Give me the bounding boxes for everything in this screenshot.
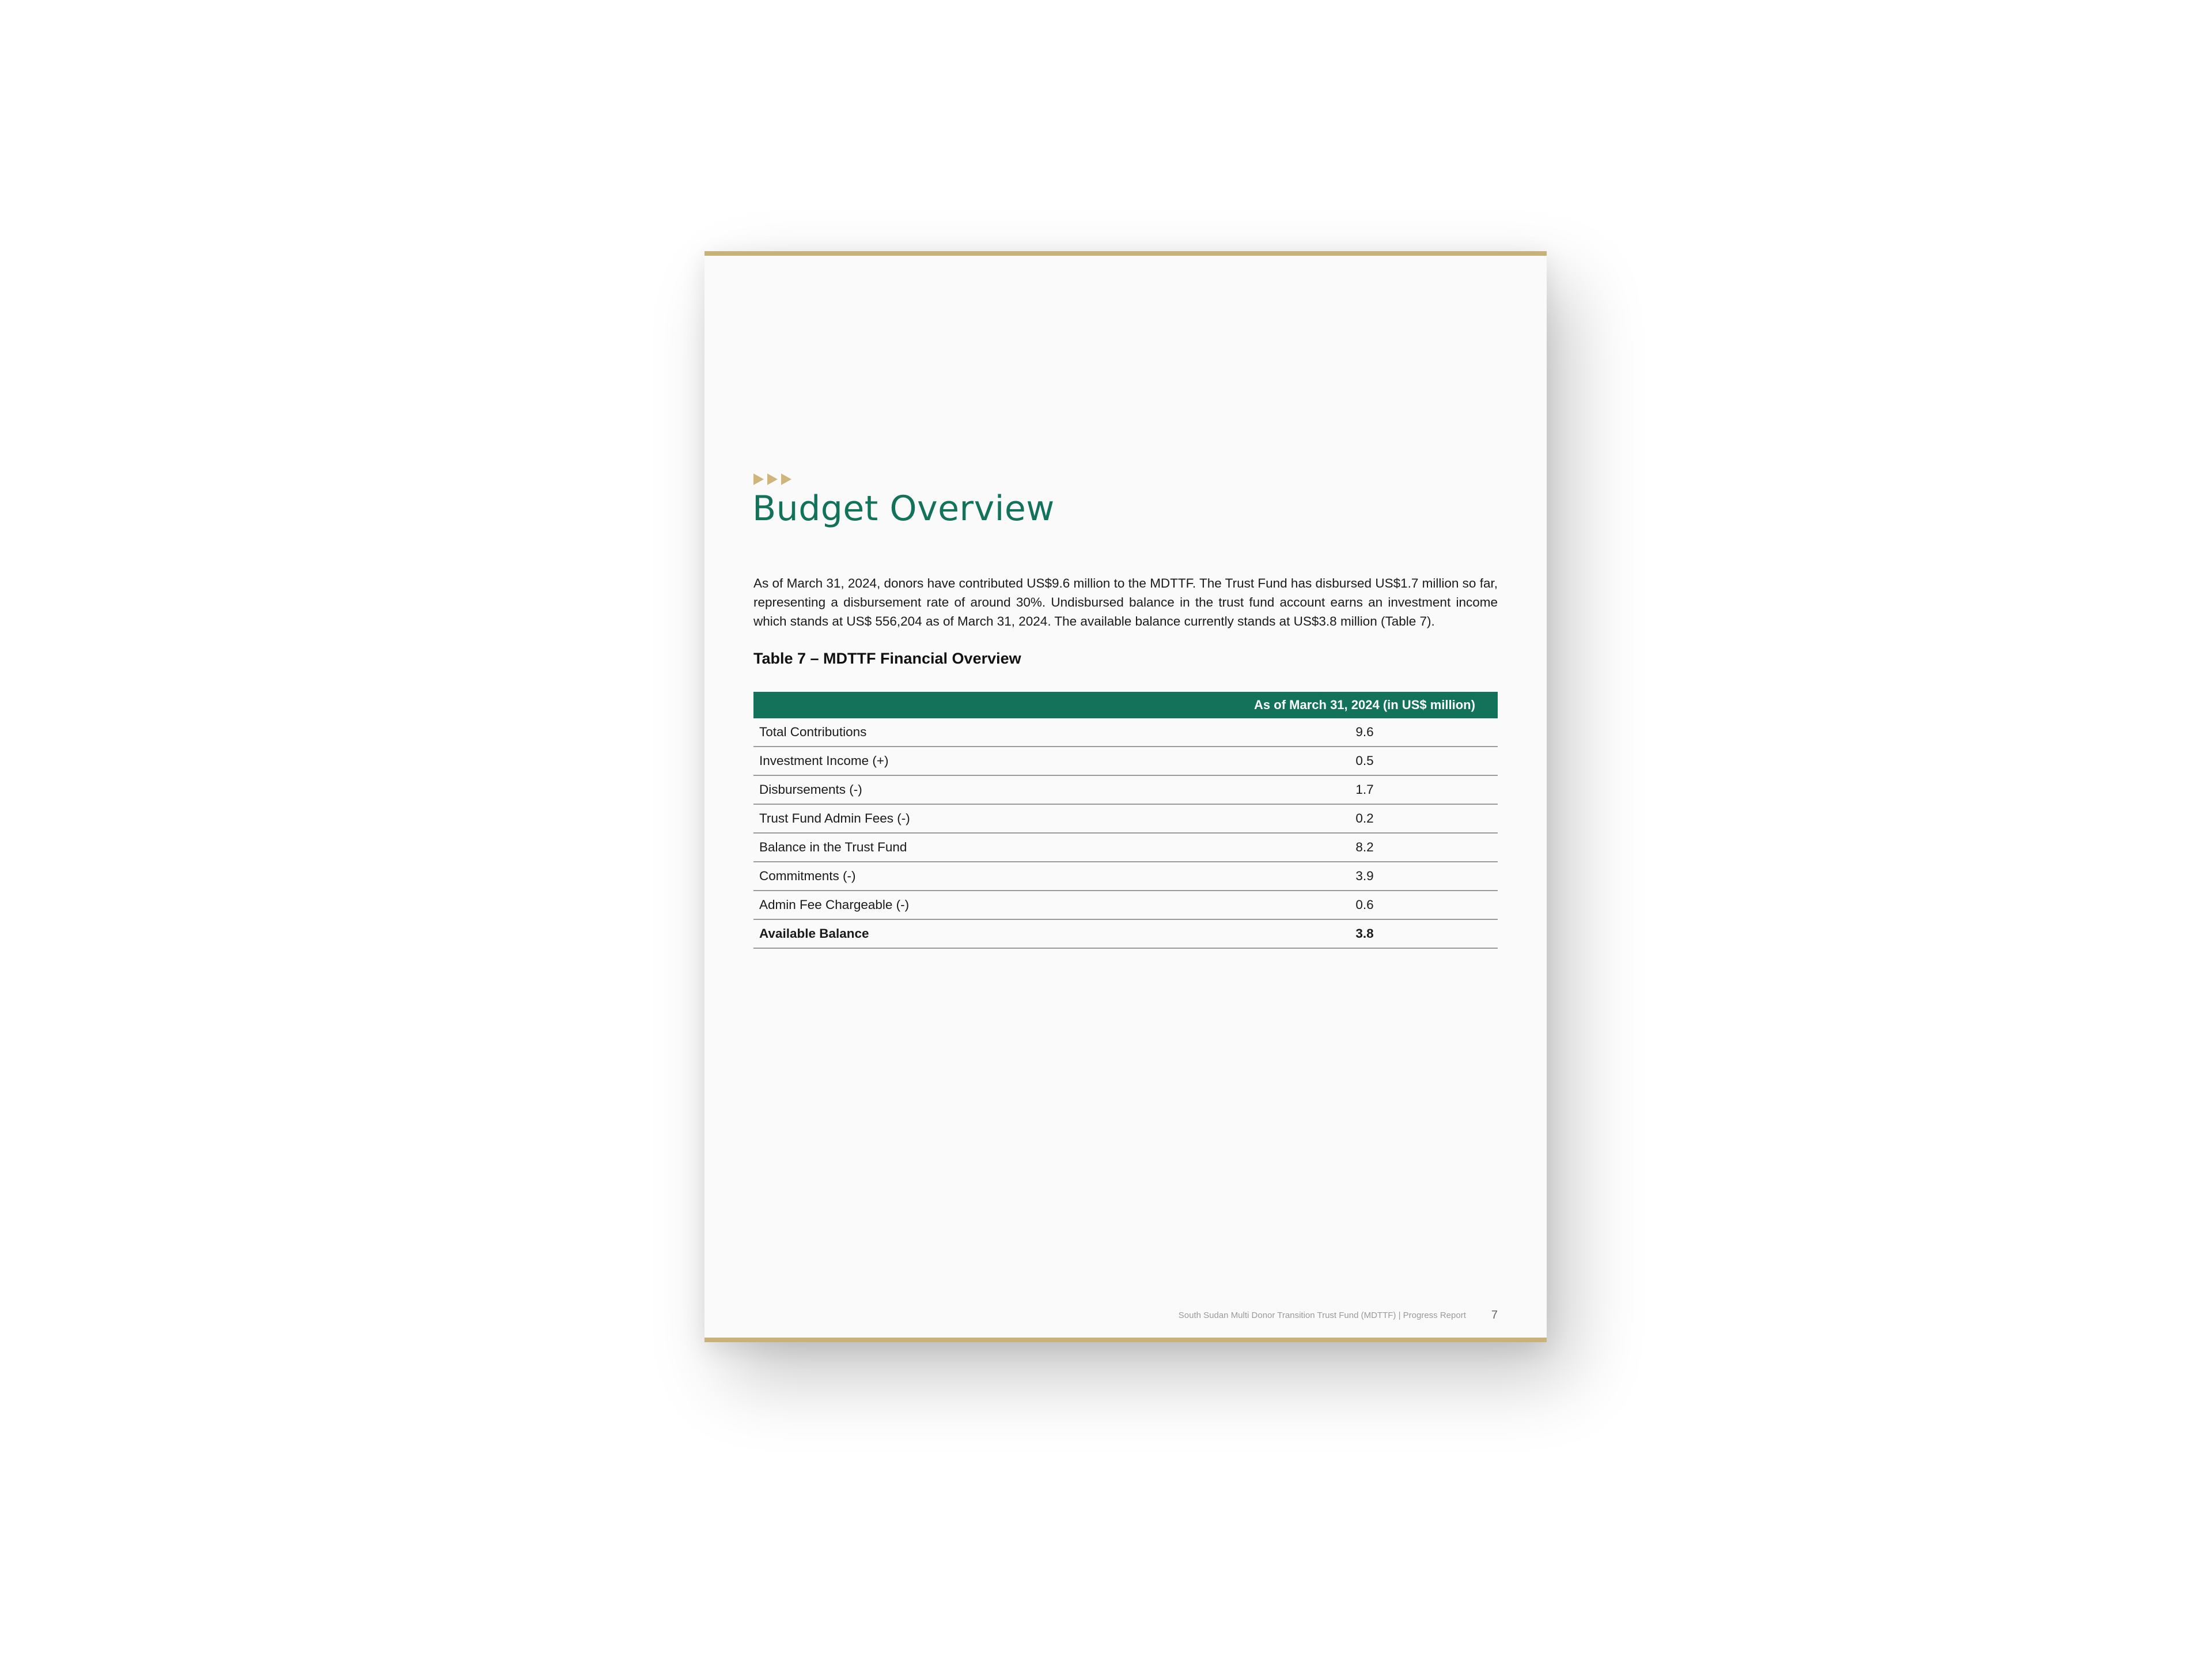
section-title: Budget Overview	[752, 488, 1055, 529]
table-row	[753, 775, 1498, 804]
arrow-right-icon	[781, 474, 791, 485]
table-header	[753, 692, 1498, 718]
row-value: 8.2	[1232, 833, 1498, 862]
table-row	[753, 833, 1498, 862]
document-page	[704, 251, 1547, 1342]
row-label: Balance in the Trust Fund	[753, 833, 1232, 862]
row-value: 0.5	[1232, 747, 1498, 775]
row-value: 3.8	[1232, 919, 1498, 948]
arrow-right-icon	[753, 474, 764, 485]
table-row	[753, 718, 1498, 747]
page-top-border	[704, 251, 1547, 256]
row-label: Investment Income (+)	[753, 747, 1232, 775]
row-value: 9.6	[1232, 718, 1498, 747]
table-header-row	[753, 692, 1498, 718]
row-label: Available Balance	[753, 919, 1232, 948]
table-row	[753, 804, 1498, 833]
row-label: Admin Fee Chargeable (-)	[753, 891, 1232, 919]
column-header-value: As of March 31, 2024 (in US$ million)	[1232, 692, 1498, 718]
column-header-label	[753, 692, 1232, 718]
page-bottom-border	[704, 1338, 1547, 1342]
page-footer	[704, 1309, 1498, 1322]
footer-text: South Sudan Multi Donor Transition Trust Fund (MDTTF) | Progress Report	[1178, 1310, 1466, 1320]
row-value: 1.7	[1232, 775, 1498, 804]
page-number: 7	[1491, 1309, 1498, 1321]
row-label: Disbursements (-)	[753, 775, 1232, 804]
row-value: 3.9	[1232, 862, 1498, 891]
financial-overview-table	[753, 692, 1498, 949]
row-value: 0.2	[1232, 804, 1498, 833]
table-row	[753, 891, 1498, 919]
row-label: Total Contributions	[753, 718, 1232, 747]
table-caption: Table 7 – MDTTF Financial Overview	[753, 650, 1021, 667]
table-row	[753, 862, 1498, 891]
table-row	[753, 747, 1498, 775]
table-body	[753, 718, 1498, 948]
table-row-total	[753, 919, 1498, 948]
intro-paragraph: As of March 31, 2024, donors have contributed US$9.6 million to the MDTTF. The Trust Fund has disbursed US$1.7 million so far, representing a disbursement rate of around 30%. Undisbursed balance in the trust fund account earns an investment income which stands at US$ 556,204 as of March 31, 2024. The available balance currently stands at US$3.8 million (Table 7).	[753, 576, 1498, 628]
arrow-right-icon	[767, 474, 778, 485]
row-value: 0.6	[1232, 891, 1498, 919]
section-marker	[753, 474, 791, 485]
row-label: Commitments (-)	[753, 862, 1232, 891]
row-label: Trust Fund Admin Fees (-)	[753, 804, 1232, 833]
